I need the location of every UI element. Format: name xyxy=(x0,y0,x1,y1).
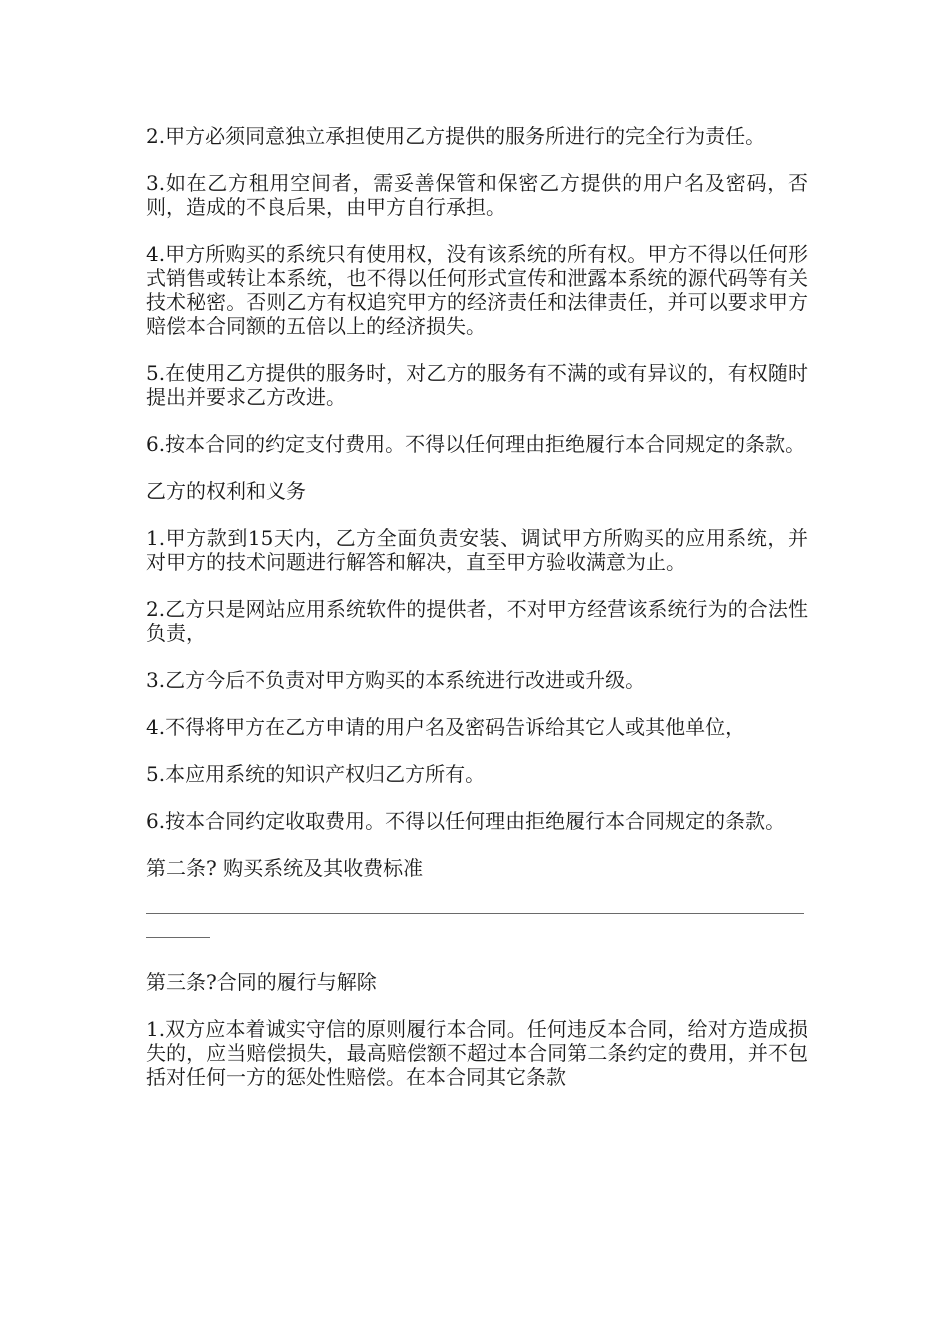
clause-a-3: 3.如在乙方租用空间者，需妥善保管和保密乙方提供的用户名及密码，否则，造成的不良后果，由甲方自行承担。 xyxy=(146,171,808,219)
fill-in-line xyxy=(146,913,808,937)
clause-b-6: 6.按本合同约定收取费用。不得以任何理由拒绝履行本合同规定的条款。 xyxy=(146,809,786,833)
fill-in-line-long xyxy=(146,913,804,914)
article-three-heading: 第三条?合同的履行与解除 xyxy=(146,970,377,994)
clause-a-5: 5.在使用乙方提供的服务时，对乙方的服务有不满的或有异议的，有权随时提出并要求乙方改进。 xyxy=(146,361,808,409)
clause-b-2: 2.乙方只是网站应用系统软件的提供者，不对甲方经营该系统行为的合法性负责， xyxy=(146,597,808,645)
clause-a-4: 4.甲方所购买的系统只有使用权，没有该系统的所有权。甲方不得以任何形式销售或转让本系统，也不得以任何形式宣传和泄露本系统的源代码等有关技术秘密。否则乙方有权追究甲方的经济责任和法律责任，并可以要求甲方赔偿本合同额的五倍以上的经济损失。 xyxy=(146,242,808,338)
fill-in-line-short xyxy=(146,937,210,938)
article-two-heading: 第二条? 购买系统及其收费标准 xyxy=(146,856,424,880)
clause-b-5: 5.本应用系统的知识产权归乙方所有。 xyxy=(146,762,486,786)
clause-a-6: 6.按本合同的约定支付费用。不得以任何理由拒绝履行本合同规定的条款。 xyxy=(146,432,806,456)
document-page xyxy=(146,124,808,1112)
clause-b-4: 4.不得将甲方在乙方申请的用户名及密码告诉给其它人或其他单位， xyxy=(146,715,746,739)
clause-a-2: 2.甲方必须同意独立承担使用乙方提供的服务所进行的完全行为责任。 xyxy=(146,124,766,148)
clause-b-3: 3.乙方今后不负责对甲方购买的本系统进行改进或升级。 xyxy=(146,668,646,692)
clause-b-1: 1.甲方款到15天内，乙方全面负责安装、调试甲方所购买的应用系统，并对甲方的技术问题进行解答和解决，直至甲方验收满意为止。 xyxy=(146,526,808,574)
party-b-heading: 乙方的权利和义务 xyxy=(146,479,306,503)
clause-c-1: 1.双方应本着诚实守信的原则履行本合同。任何违反本合同，给对方造成损失的，应当赔偿损失，最高赔偿额不超过本合同第二条约定的费用，并不包括对任何一方的惩处性赔偿。在本合同其它条款 xyxy=(146,1017,808,1089)
